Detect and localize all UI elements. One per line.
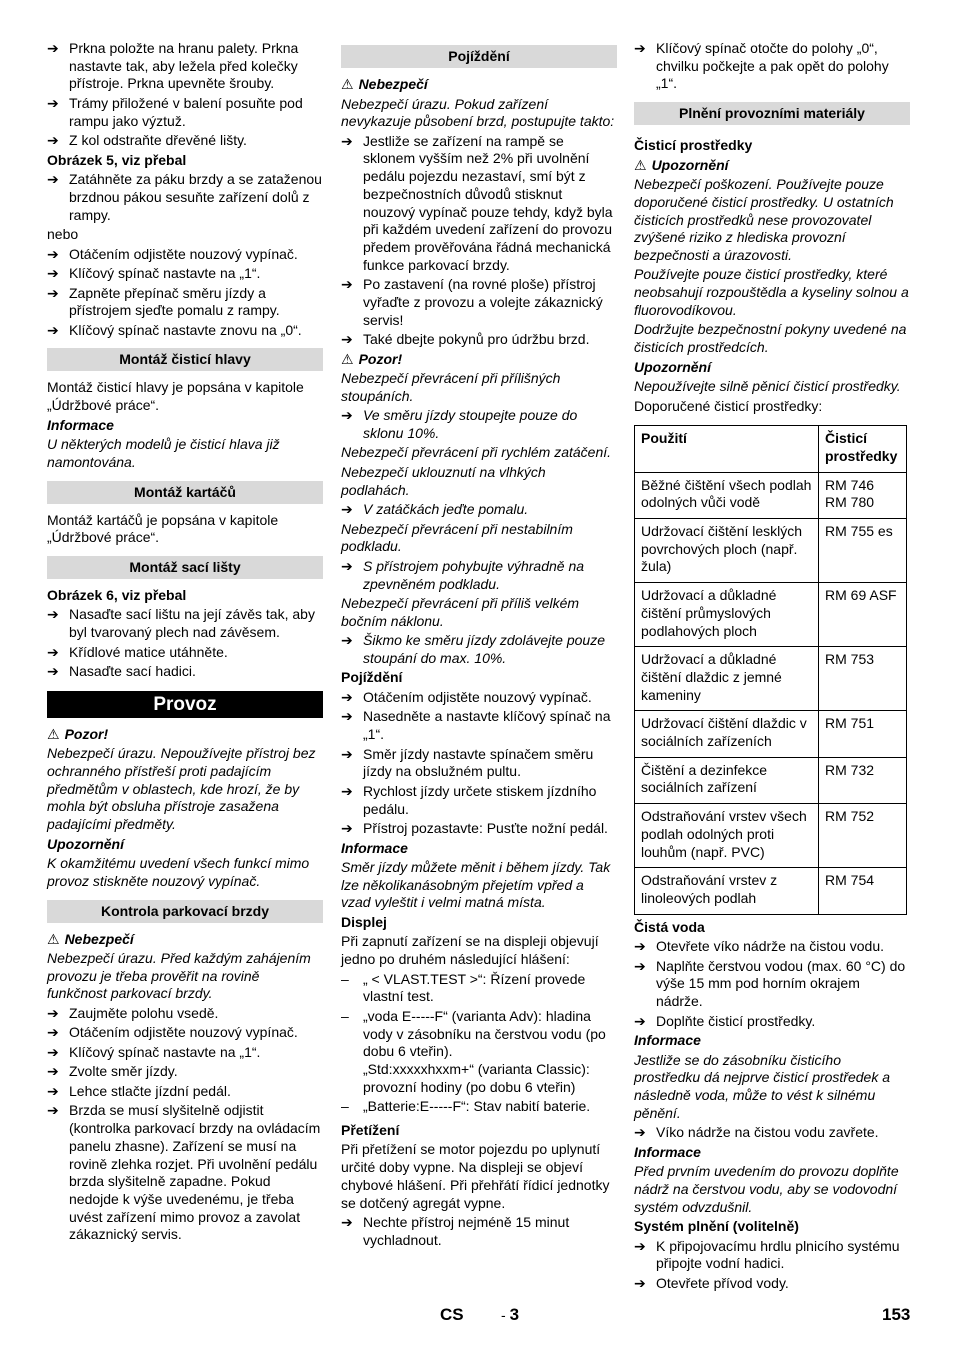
section-heading-parking-brake: Kontrola parkovací brzdy bbox=[47, 900, 323, 923]
arrow-right-icon: ➔ bbox=[634, 1124, 646, 1141]
notice-text: Nepoužívejte silně pěnicí čisticí prostředky. bbox=[634, 378, 901, 395]
notice-label: Upozornění bbox=[47, 835, 124, 852]
table-row bbox=[635, 472, 907, 518]
column-2 bbox=[341, 40, 617, 1251]
table-cell: Běžné čištění všech podlah odolných vůči vodě bbox=[635, 472, 819, 518]
table-cell: Odstraňování vrstev z linoleových podlah bbox=[635, 868, 819, 914]
list-item: ➔ S přístrojem pohybujte výhradně na zpevněném podkladu. bbox=[341, 557, 585, 592]
section-heading-driving: Pojíždění bbox=[341, 45, 617, 68]
danger-text: Nebezpečí úrazu. Před každým zahájením provozu je třeba prověřit na rovině funkčnost parkovací brzdy. bbox=[47, 950, 311, 1002]
arrow-right-icon: ➔ bbox=[634, 40, 646, 56]
page-number: 153 bbox=[882, 1305, 911, 1324]
list-item: – „ < VLAST.TEST >“: Řízení provede vlastní test. bbox=[341, 970, 586, 1005]
warning-triangle-icon: ⚠ bbox=[47, 930, 60, 947]
info-label: Informace bbox=[634, 1143, 701, 1160]
warning-text: Nebezpečí úrazu. Nepoužívejte přístroj bez ochranného přístřeší proti padajícím předmětům v oblastech, kde hrozí, že by mohla být obsluha přístroje zasažena padajícími předměty. bbox=[47, 745, 316, 833]
list-item: ➔ Zaujměte polohu vsedě. bbox=[47, 1004, 219, 1021]
arrow-right-icon: ➔ bbox=[634, 1237, 646, 1254]
arrow-right-icon: ➔ bbox=[47, 94, 59, 111]
or-text: nebo bbox=[47, 226, 79, 243]
list-item: ➔ Lehce stlačte jízdní pedál. bbox=[47, 1082, 231, 1099]
list-item: ➔ Klíčový spínač nastavte znovu na „0“. bbox=[47, 321, 302, 338]
table-row bbox=[635, 711, 907, 757]
list-item: ➔ Nasaďte sací lištu na její závěs tak, aby byl tvarovaný plech nad závěsem. bbox=[47, 606, 315, 641]
arrow-right-icon: ➔ bbox=[47, 643, 59, 660]
warning-triangle-icon: ⚠ bbox=[47, 725, 60, 742]
arrow-right-icon: ➔ bbox=[634, 1012, 646, 1029]
table-cell: Udržovací a důkladné čištění průmyslových podlahových ploch bbox=[635, 583, 819, 647]
risk-text: Nebezpečí převrácení při příliš velkém bočním náklonu. bbox=[341, 595, 580, 629]
paragraph: Doporučené čisticí prostředky: bbox=[634, 397, 823, 414]
section-heading-filling: Plnění provozními materiály bbox=[634, 102, 910, 125]
risk-text: Nebezpečí převrácení při nestabilním podkladu. bbox=[341, 520, 573, 555]
arrow-right-icon: ➔ bbox=[341, 331, 353, 348]
dash-bullet: – bbox=[341, 1007, 349, 1024]
list-item: ➔ Šikmo ke směru jízdy zdolávejte pouze stoupání do max. 10%. bbox=[341, 632, 605, 666]
danger-text: Nebezpečí úrazu. Pokud zařízení nevykazuje působení brzd, postupujte takto: bbox=[341, 95, 615, 130]
subheading-filling-system: Systém plnění (volitelně) bbox=[634, 1218, 799, 1235]
subheading-driving: Pojíždění bbox=[341, 669, 403, 686]
table-cell: Udržovací čištění dlaždic v sociálních zařízeních bbox=[635, 711, 819, 757]
table-header-cell: Použití bbox=[635, 426, 819, 472]
risk-text: Nebezpečí uklouznutí na vlhkých podlahách. bbox=[341, 463, 546, 498]
list-item: ➔ Doplňte čisticí prostředky. bbox=[634, 1012, 816, 1029]
caution-label: ⚠ Pozor! bbox=[341, 350, 403, 367]
warning-triangle-icon: ⚠ bbox=[634, 156, 647, 173]
table-cell: Odstraňování vrstev všech podlah odolných proti louhům (např. PVC) bbox=[635, 804, 819, 868]
table-cell: RM 732 bbox=[819, 757, 907, 803]
section-heading-brushes: Montáž kartáčů bbox=[47, 481, 323, 504]
list-item: ➔ Klíčový spínač nastavte na „1“. bbox=[47, 1043, 261, 1060]
info-text: U některých modelů je čisticí hlava již namontována. bbox=[47, 436, 280, 470]
table-row bbox=[635, 757, 907, 803]
list-item: ➔ Směr jízdy nastavte spínačem směru jízdy na obslužném pultu. bbox=[341, 745, 594, 780]
arrow-right-icon: ➔ bbox=[341, 1214, 353, 1230]
arrow-right-icon: ➔ bbox=[341, 782, 353, 799]
info-label: Informace bbox=[47, 416, 114, 433]
table-cell: RM 751 bbox=[819, 711, 907, 757]
list-item: ➔ V zatáčkách jeďte pomalu. bbox=[341, 501, 529, 518]
table-cell: RM 754 bbox=[819, 868, 907, 914]
arrow-right-icon: ➔ bbox=[47, 40, 59, 56]
arrow-right-icon: ➔ bbox=[47, 171, 59, 188]
arrow-right-icon: ➔ bbox=[47, 1043, 59, 1060]
table-cell: RM 746 RM 780 bbox=[819, 472, 907, 518]
list-item: ➔ Z kol odstraňte dřevěné lišty. bbox=[47, 132, 247, 149]
dash-bullet: – bbox=[341, 970, 349, 987]
list-item: ➔ Ve směru jízdy stoupejte pouze do sklonu 10%. bbox=[341, 407, 578, 441]
danger-label: ⚠ Nebezpečí bbox=[341, 76, 428, 92]
arrow-right-icon: ➔ bbox=[341, 132, 353, 149]
chapter-heading-operation: Provoz bbox=[47, 691, 323, 718]
arrow-right-icon: ➔ bbox=[341, 820, 353, 837]
danger-label: ⚠ Nebezpečí bbox=[47, 930, 134, 947]
list-item: ➔ Rychlost jízdy určete stiskem jízdního pedálu. bbox=[341, 782, 597, 817]
table-header-row bbox=[635, 426, 907, 472]
info-label: Informace bbox=[634, 1032, 701, 1049]
section-heading-cleaning-head: Montáž čisticí hlavy bbox=[47, 348, 323, 371]
list-item: ➔ K připojovacímu hrdlu plnicího systému připojte vodní hadici. bbox=[634, 1237, 900, 1272]
arrow-right-icon: ➔ bbox=[634, 1274, 646, 1291]
list-item: ➔ Zvolte směr jízdy. bbox=[47, 1063, 178, 1080]
arrow-right-icon: ➔ bbox=[341, 745, 353, 762]
list-item: ➔ Zapněte přepínač směru jízdy a přístrojem sjeďte pomalu z rampy. bbox=[47, 284, 280, 319]
arrow-right-icon: ➔ bbox=[341, 407, 353, 424]
arrow-right-icon: ➔ bbox=[47, 606, 59, 623]
table-row bbox=[635, 519, 907, 583]
section-page: - 3 bbox=[501, 1305, 520, 1324]
paragraph: Montáž kartáčů je popsána v kapitole „Údržbové práce“. bbox=[47, 511, 279, 546]
warning-triangle-icon: ⚠ bbox=[341, 76, 354, 92]
detergent-table bbox=[634, 425, 907, 914]
table-row bbox=[635, 647, 907, 711]
paragraph: Montáž čisticí hlavy je popsána v kapitole „Údržbové práce“. bbox=[47, 379, 304, 414]
list-item: ➔ Prkna položte na hranu palety. Prkna nastavte tak, aby ležela před kolečky přístroje. Prkna upevněte šrouby. bbox=[47, 40, 299, 92]
list-item: ➔ Nasedněte a nastavte klíčový spínač na „1“. bbox=[341, 708, 611, 743]
table-header-cell: Čisticí prostředky bbox=[819, 426, 907, 472]
subheading-fresh-water: Čistá voda bbox=[634, 918, 705, 935]
list-item: ➔ Také dbejte pokynů pro údržbu brzd. bbox=[341, 331, 590, 348]
notice-text: Nebezpečí poškození. Používejte pouze doporučené čisticí prostředky. U ostatních čisticích prostředků nese provozovatel zvýšené riziko z hlediska provozní bezpečnosti a úrazovosti. bbox=[634, 176, 894, 263]
info-label: Informace bbox=[341, 839, 408, 856]
risk-text: Nebezpečí převrácení při rychlém zatáčení. bbox=[341, 444, 612, 461]
arrow-right-icon: ➔ bbox=[47, 1063, 59, 1080]
list-item: ➔ Brzda se musí slyšitelně odjistit (kontrolka parkovací brzdy na ovládacím panelu zhasne). Zařízení se musí na rovině zlehka rozjet. Při uvolnění pedálu brzda slyšitelně zapadne. Pokud nedojde k výše uvedenému, je třeba uvést zařízení mimo provoz a zavolat zákaznický servis. bbox=[47, 1102, 321, 1243]
list-item: ➔ Po zastavení (na rovné ploše) přístroj vyřaďte z provozu a volejte zákaznický servis! bbox=[341, 276, 603, 328]
arrow-right-icon: ➔ bbox=[341, 688, 353, 705]
table-cell: Čištění a dezinfekce sociálních zařízení bbox=[635, 757, 819, 803]
arrow-right-icon: ➔ bbox=[341, 708, 353, 725]
arrow-right-icon: ➔ bbox=[341, 632, 353, 649]
list-item: ➔ Křídlové matice utáhněte. bbox=[47, 643, 228, 660]
warning-triangle-icon: ⚠ bbox=[341, 350, 354, 367]
figure-reference: Obrázek 6, viz přebal bbox=[47, 586, 187, 603]
risk-text: Nebezpečí převrácení při přílišných stoupáních. bbox=[341, 370, 561, 404]
warning-label: ⚠ Pozor! bbox=[47, 725, 109, 742]
list-item: – „voda E-----F“ (varianta Adv): hladina vody v zásobníku na čerstvou vodu (po dobu 6 vteřin). „Std:xxxxxhxxm+“ (varianta Classic): provozní hodiny (po dobu 6 vteřin) bbox=[341, 1007, 606, 1095]
section-heading-suction-bar: Montáž sací lišty bbox=[47, 556, 323, 579]
arrow-right-icon: ➔ bbox=[47, 132, 59, 149]
table-cell: RM 69 ASF bbox=[819, 583, 907, 647]
arrow-right-icon: ➔ bbox=[341, 501, 353, 518]
list-item: ➔ Naplňte čerstvou vodou (max. 60 °C) do výše 15 mm pod horním okrajem nádrže. bbox=[634, 957, 906, 1010]
subheading-detergents: Čisticí prostředky bbox=[634, 137, 753, 154]
table-cell: Udržovací a důkladné čištění dlaždic z jemné kameniny bbox=[635, 647, 819, 711]
arrow-right-icon: ➔ bbox=[47, 1024, 59, 1041]
notice-text: K okamžitému uvedení všech funkcí mimo provoz stiskněte nouzový vypínač. bbox=[47, 855, 310, 889]
language-code: CS bbox=[440, 1305, 464, 1324]
list-item: ➔ Jestliže se zařízení na rampě se sklonem vyšším než 2% při uvolnění pedálu pojezdu nezastaví, smí být z bezpečnostních důvodů stisknut nouzový vypínač pouze tehdy, když byla při každém uvedení zařízení do provozu předem prověřována řádná mechanická funkce parkovací brzdy. bbox=[341, 132, 613, 273]
figure-reference: Obrázek 5, viz přebal bbox=[47, 151, 187, 168]
list-item: ➔ Klíčový spínač otočte do polohy „0“, chvilku počkejte a pak opět do polohy „1“. bbox=[634, 40, 889, 92]
arrow-right-icon: ➔ bbox=[47, 1004, 59, 1021]
list-item: ➔ Nasaďte sací hadici. bbox=[47, 663, 196, 680]
column-3 bbox=[634, 40, 910, 1294]
arrow-right-icon: ➔ bbox=[47, 1082, 59, 1099]
table-cell: RM 752 bbox=[819, 804, 907, 868]
notice-text: Dodržujte bezpečnostní pokyny uvedené na čisticích prostředcích. bbox=[634, 321, 907, 356]
list-item: ➔ Trámy přiložené v balení posuňte pod rampu jako výztuž. bbox=[47, 94, 303, 129]
subheading-overload: Přetížení bbox=[341, 1121, 400, 1138]
info-text: Před prvním uvedením do provozu doplňte nádrž na čerstvou vodu, aby se vodovodní systém odvzdušnil. bbox=[634, 1163, 899, 1215]
arrow-right-icon: ➔ bbox=[47, 245, 59, 262]
paragraph: Při zapnutí zařízení se na displeji objevují jedno po druhém následující hlášení: bbox=[341, 933, 599, 968]
page-footer bbox=[0, 1306, 954, 1328]
notice-label: ⚠ Upozornění bbox=[634, 156, 729, 173]
paragraph: Při přetížení se motor pojezdu po uplynutí určité doby vypne. Na displeji se objeví chybové hlášení. Při přehřátí řídicí jednotky se dotčený agregát vypne. bbox=[341, 1141, 610, 1211]
list-item: ➔ Otevřete víko nádrže na čistou vodu. bbox=[634, 938, 885, 955]
arrow-right-icon: ➔ bbox=[341, 276, 353, 293]
arrow-right-icon: ➔ bbox=[47, 284, 59, 301]
subheading-display: Displej bbox=[341, 913, 387, 930]
info-text: Jestliže se do zásobníku čisticího prostředku dá nejprve čisticí prostředek a následně voda, může to vést k silnému pěnění. bbox=[634, 1051, 891, 1121]
list-item: ➔ Otáčením odjistěte nouzový vypínač. bbox=[47, 1024, 298, 1041]
notice-text: Používejte pouze čisticí prostředky, které neobsahují rozpouštědla a kyseliny solnou a fluorovodíkovou. bbox=[634, 266, 909, 318]
table-row bbox=[635, 868, 907, 914]
arrow-right-icon: ➔ bbox=[47, 321, 59, 338]
list-item: ➔ Otáčením odjistěte nouzový vypínač. bbox=[341, 688, 592, 705]
table-cell: RM 755 es bbox=[819, 519, 907, 583]
list-item: ➔ Klíčový spínač nastavte na „1“. bbox=[47, 265, 261, 282]
list-item: ➔ Přístroj pozastavte: Pusťte nožní pedál. bbox=[341, 820, 608, 837]
table-cell: Udržovací čištění lesklých povrchových ploch (např. žula) bbox=[635, 519, 819, 583]
list-item: ➔ Zatáhněte za páku brzdy a se zataženou brzdnou pákou sesuňte zařízení dolů z rampy. bbox=[47, 171, 322, 223]
list-item: ➔ Nechte přístroj nejméně 15 minut vychladnout. bbox=[341, 1214, 570, 1248]
info-text: Směr jízdy můžete měnit i během jízdy. Tak lze několikanásobným přejetím vpřed a vzad vyleštit i velmi matná místa. bbox=[341, 859, 611, 911]
arrow-right-icon: ➔ bbox=[47, 663, 59, 680]
list-item: ➔ Otáčením odjistěte nouzový vypínač. bbox=[47, 245, 298, 262]
table-row bbox=[635, 583, 907, 647]
arrow-right-icon: ➔ bbox=[47, 1102, 59, 1119]
dash-bullet: – bbox=[341, 1098, 349, 1115]
list-item: ➔ Otevřete přívod vody. bbox=[634, 1274, 789, 1291]
list-item: ➔ Víko nádrže na čistou vodu zavřete. bbox=[634, 1124, 879, 1141]
column-1 bbox=[47, 40, 323, 1246]
arrow-right-icon: ➔ bbox=[341, 557, 353, 574]
table-cell: RM 753 bbox=[819, 647, 907, 711]
notice-label: Upozornění bbox=[634, 358, 711, 375]
list-item: – „Batterie:E-----F“: Stav nabití baterie. bbox=[341, 1098, 591, 1115]
arrow-right-icon: ➔ bbox=[634, 957, 646, 974]
arrow-right-icon: ➔ bbox=[634, 938, 646, 955]
arrow-right-icon: ➔ bbox=[47, 265, 59, 282]
table-row bbox=[635, 804, 907, 868]
